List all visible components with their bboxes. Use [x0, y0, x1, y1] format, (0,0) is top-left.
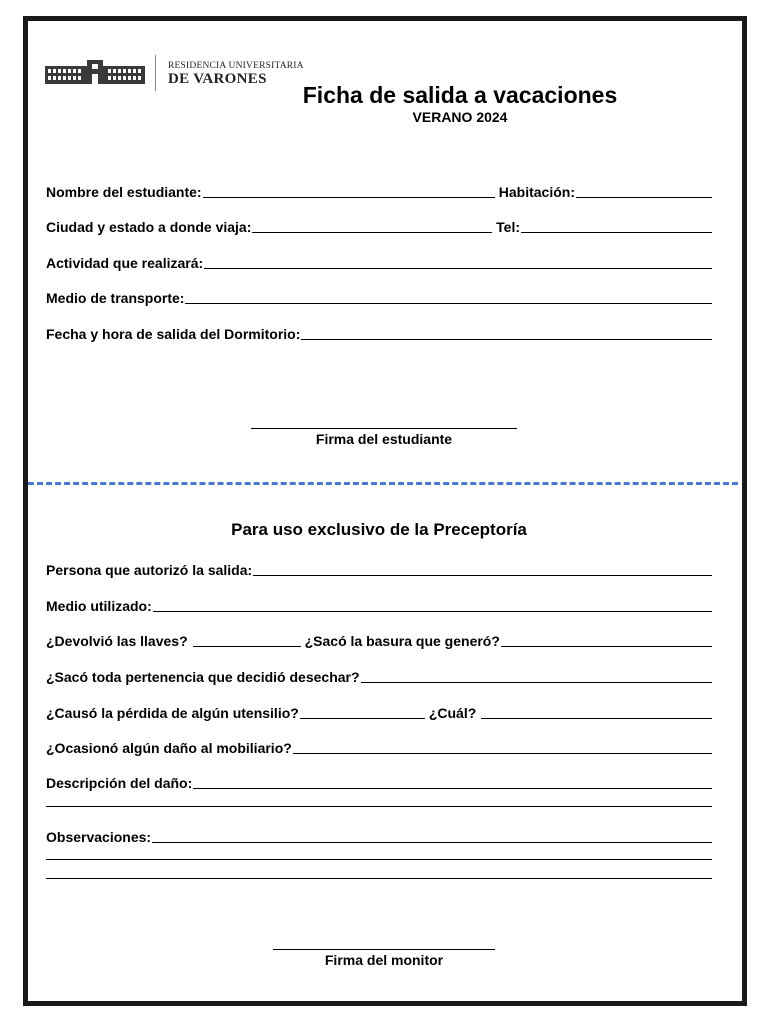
preceptoria-title: Para uso exclusivo de la Preceptoría: [231, 520, 527, 539]
phone-field[interactable]: [521, 232, 712, 233]
damage-label: ¿Ocasionó algún daño al mobiliario?: [46, 740, 292, 756]
logo-text-top: RESIDENCIA UNIVERSITARIA: [168, 61, 304, 71]
row-activity: [46, 251, 712, 271]
keys-label: ¿Devolvió las llaves?: [46, 633, 188, 649]
form-title: Ficha de salida a vacaciones: [302, 82, 618, 108]
row-damage-desc: [46, 771, 712, 791]
authorized-label: Persona que autorizó la salida:: [46, 562, 253, 578]
form-border: [23, 16, 747, 1006]
keys-field[interactable]: [193, 646, 301, 647]
observations-extra-line-1[interactable]: [46, 859, 712, 860]
row-belongings: [46, 665, 712, 685]
utensil-field[interactable]: [300, 718, 425, 719]
row-name-room: [46, 180, 712, 200]
student-name-field[interactable]: [203, 197, 495, 198]
observations-label: Observaciones:: [46, 829, 152, 845]
row-city-phone: [46, 215, 712, 235]
logo-divider: [155, 55, 156, 91]
logo-text-main: DE VARONES: [168, 71, 267, 87]
student-signature-label: Firma del estudiante: [315, 431, 453, 447]
activity-field[interactable]: [204, 268, 712, 269]
room-label: Habitación:: [498, 184, 575, 200]
room-field[interactable]: [576, 197, 712, 198]
damage-desc-label: Descripción del daño:: [46, 775, 193, 791]
belongings-field[interactable]: [361, 682, 712, 683]
city-label: Ciudad y estado a donde viaja:: [46, 219, 252, 235]
damage-desc-extra-line[interactable]: [46, 806, 712, 807]
row-damage: [46, 736, 712, 756]
form-subtitle: VERANO 2024: [412, 109, 508, 125]
authorized-field[interactable]: [253, 575, 712, 576]
activity-label: Actividad que realizará:: [46, 255, 204, 271]
which-label: ¿Cuál?: [428, 705, 477, 721]
transport-field[interactable]: [185, 303, 712, 304]
row-departure: [46, 322, 712, 342]
damage-desc-field[interactable]: [193, 788, 712, 789]
row-observations: [46, 825, 712, 845]
departure-field[interactable]: [301, 339, 712, 340]
monitor-signature-label: Firma del monitor: [324, 952, 444, 968]
city-field[interactable]: [252, 232, 492, 233]
row-keys-trash: [46, 629, 712, 649]
student-name-label: Nombre del estudiante:: [46, 184, 202, 200]
phone-label: Tel:: [496, 219, 520, 235]
row-authorized: [46, 558, 712, 578]
utensil-label: ¿Causó la pérdida de algún utensilio?: [46, 705, 299, 721]
medium-field[interactable]: [153, 611, 712, 612]
belongings-label: ¿Sacó toda pertenencia que decidió desechar?: [46, 669, 360, 685]
student-signature-line[interactable]: [251, 428, 517, 429]
trash-field[interactable]: [501, 646, 712, 647]
row-utensil: [46, 701, 712, 721]
observations-field[interactable]: [152, 842, 712, 843]
departure-label: Fecha y hora de salida del Dormitorio:: [46, 326, 301, 342]
monitor-signature-line[interactable]: [273, 949, 495, 950]
which-field[interactable]: [481, 718, 712, 719]
building-icon: [45, 60, 145, 84]
row-medium: [46, 594, 712, 614]
medium-label: Medio utilizado:: [46, 598, 152, 614]
trash-label: ¿Sacó la basura que generó?: [304, 633, 500, 649]
damage-field[interactable]: [293, 753, 712, 754]
transport-label: Medio de transporte:: [46, 290, 185, 306]
cut-line-divider: [28, 482, 738, 485]
observations-extra-line-2[interactable]: [46, 878, 712, 879]
row-transport: [46, 286, 712, 306]
